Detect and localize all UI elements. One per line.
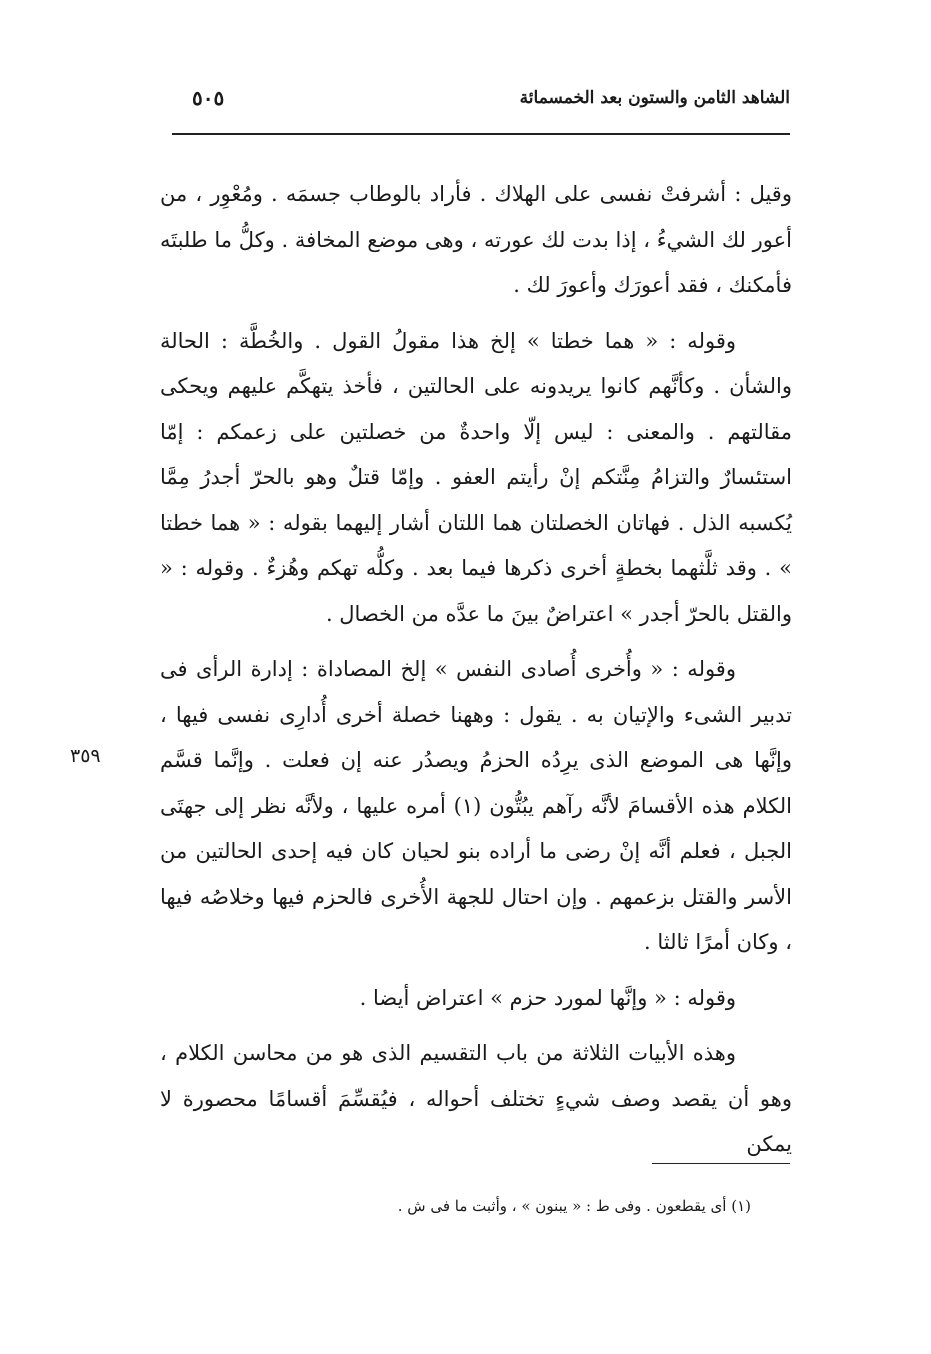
paragraph-3: وقوله : « وأُخرى أُصادى النفس » إلخ المصاداة : إدارة الرأى فى تدبير الشىء والإتيان به . يقول : وههنا خصلة أخرى أُدارِى نفسى فيها ، وإنَّها هى الموضع الذى يرِدُه الحزمُ ويصدُر عنه إن فعلت . وإنَّما قسَّم الكلام هذه الأقسامَ لأنَّه رآهم يبُتُّون (١) أمره عليها ، ولأنَّه نظر إلى جهتَى الجبل ، فعلم أنَّه إنْ رضى ما أراده بنو لحيان كان فيه إحدى الحالتين من الأسر والقتل بزعمهم . وإن احتال للجهة الأُخرى فالحزم فيها وخلاصُه فيها ، وكان أمرًا ثالثا .	[160, 657, 792, 954]
running-title: الشاهد الثامن والستون بعد الخمسمائة	[519, 88, 790, 108]
paragraph-4: وقوله : « وإنَّها لمورد حزم » اعتراض أيضا .	[359, 985, 736, 1010]
paragraph-1: وقيل : أشرفتْ نفسى على الهلاك . فأراد بالوطاب جسمَه . ومُعْوِر ، من أعور لك الشيءُ ، إذا بدت لك عورته ، وهى موضع المخافة . وكلُّ ما طلبتَه فأمكنك ، فقد أعورَك وأعورَ لك .	[160, 182, 792, 297]
footnote: (١) أى يقطعون . وفى ط : « يبنون » ، وأثبت ما فى ش .	[397, 1197, 751, 1215]
footnote-rule	[652, 1163, 790, 1164]
margin-page-reference: ٣٥٩	[70, 745, 101, 767]
paragraph-2: وقوله : « هما خطتا » إلخ هذا مقولُ القول . والخُطَّة : الحالة والشأن . وكأنَّهم كانوا يريدونه على الحالتين ، فأخذ يتهكَّم عليهم ويحكى مقالتهم . والمعنى : ليس إلّا واحدةٌ من خصلتين على زعمكم : إمّا استئسارٌ والتزامُ مِنَّتكم إنْ رأيتم العفو . وإمّا قتلٌ وهو بالحرّ أجدرُ مِمَّا يُكسبه الذل . فهاتان الخصلتان هما اللتان أشار إليهما بقوله : « هما خطتا » . وقد ثلَّثهما بخطةٍ أخرى ذكرها فيما بعد . وكلُّه تهكم وهُزءٌ . وقوله : « والقتل بالحرّ أجدر » اعتراضٌ بينَ ما عدَّه من الخصال .	[160, 328, 792, 626]
body-text	[160, 172, 792, 1168]
header-rule	[172, 133, 790, 135]
page-header	[170, 84, 790, 124]
page-number: ٥٠٥	[192, 86, 225, 110]
paragraph-5: وهذه الأبيات الثلاثة من باب التقسيم الذى هو من محاسن الكلام ، وهو أن يقصد وصف شيءٍ تختلف أحواله ، فيُقسِّمَ أقسامًا محصورة لا يمكن	[160, 1041, 792, 1156]
